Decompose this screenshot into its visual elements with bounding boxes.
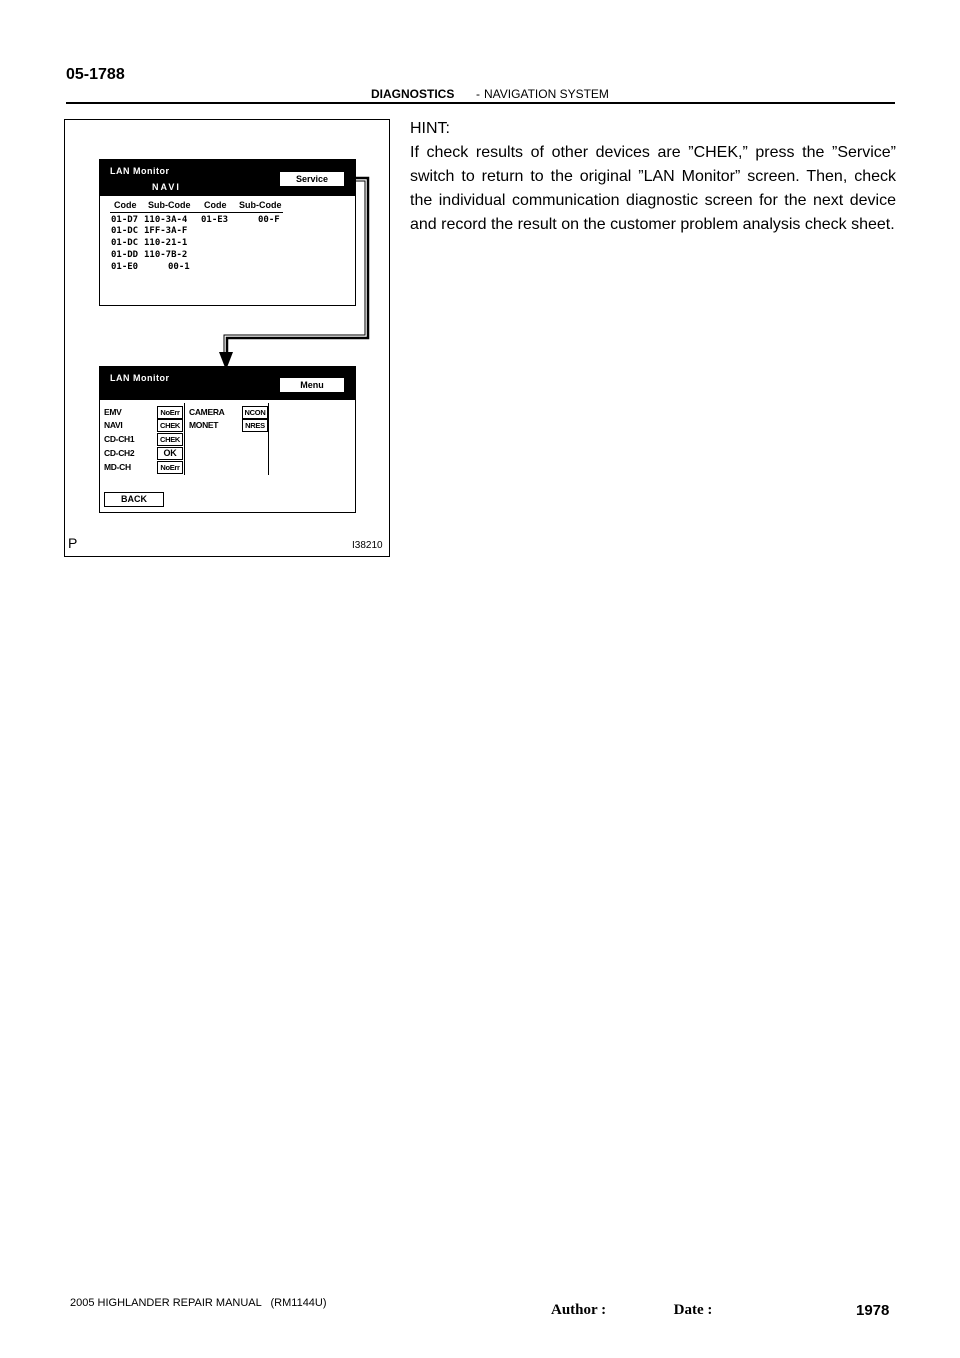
footer-manual-title: 2005 HIGHLANDER REPAIR MANUAL (RM1144U)	[70, 1297, 327, 1309]
code-cell: 01-E3	[201, 215, 229, 225]
screen-title: LAN Monitor	[110, 373, 170, 383]
device-status: NoErr	[157, 406, 183, 419]
code-cell: 01-D7	[111, 215, 139, 225]
code-cell: 01-DC	[111, 238, 139, 248]
subcode-cell: 110-7B-2	[144, 250, 188, 260]
screen-subtitle: NAVI	[152, 182, 181, 192]
hint-label: HINT:	[410, 120, 450, 137]
device-name: MONET	[189, 420, 219, 430]
column-divider	[184, 403, 185, 475]
device-name: NAVI	[104, 420, 123, 430]
column-header: Code	[114, 200, 137, 210]
subcode-cell: 00-F	[258, 215, 280, 225]
device-status: NoErr	[157, 461, 183, 474]
column-header: Code	[204, 200, 227, 210]
device-status: CHEK	[157, 433, 183, 446]
header-rule	[66, 102, 895, 104]
code-cell: 01-E0	[111, 262, 139, 272]
device-name: EMV	[104, 407, 122, 417]
figure-id: I38210	[352, 540, 383, 551]
header-section: DIAGNOSTICS	[371, 87, 455, 101]
footer-page-number: 1978	[856, 1302, 890, 1319]
service-button[interactable]: Service	[280, 172, 344, 186]
column-header: Sub-Code	[239, 200, 282, 210]
code-cell: 01-DD	[111, 250, 139, 260]
subcode-cell: 110-21-1	[144, 238, 188, 248]
back-button[interactable]: BACK	[104, 492, 164, 507]
device-name: MD-CH	[104, 462, 131, 472]
footer-author-date: Author : Date :	[551, 1302, 713, 1318]
device-status: NRES	[242, 419, 268, 432]
device-status: OK	[157, 447, 183, 460]
return-arrow	[215, 170, 375, 370]
subcode-cell: 1FF-3A-F	[144, 226, 188, 236]
device-name: CAMERA	[189, 407, 225, 417]
header-subsection: NAVIGATION SYSTEM	[484, 87, 609, 101]
lan-monitor-menu-screen	[99, 366, 356, 513]
column-divider	[268, 403, 269, 475]
column-header: Sub-Code	[148, 200, 191, 210]
menu-button[interactable]: Menu	[280, 378, 344, 392]
figure-mark: P	[68, 535, 78, 551]
device-status: CHEK	[157, 419, 183, 432]
device-status: NCON	[242, 406, 268, 419]
subcode-cell: 110-3A-4	[144, 215, 188, 225]
page-number: 05-1788	[66, 66, 125, 83]
screen-title-bar	[100, 367, 355, 400]
header-separator: -	[476, 87, 480, 101]
code-cell: 01-DC	[111, 226, 139, 236]
device-name: CD-CH2	[104, 448, 135, 458]
subcode-cell: 00-1	[168, 262, 190, 272]
hint-body: If check results of other devices are ”CHEK,” press the ”Service” switch to return to the original ”LAN Monitor” screen. Then, check the individual communication diagnostic screen for the next device and record the result on the customer problem analysis check sheet.	[410, 144, 896, 233]
screen-title: LAN Monitor	[110, 166, 170, 176]
device-name: CD-CH1	[104, 434, 135, 444]
